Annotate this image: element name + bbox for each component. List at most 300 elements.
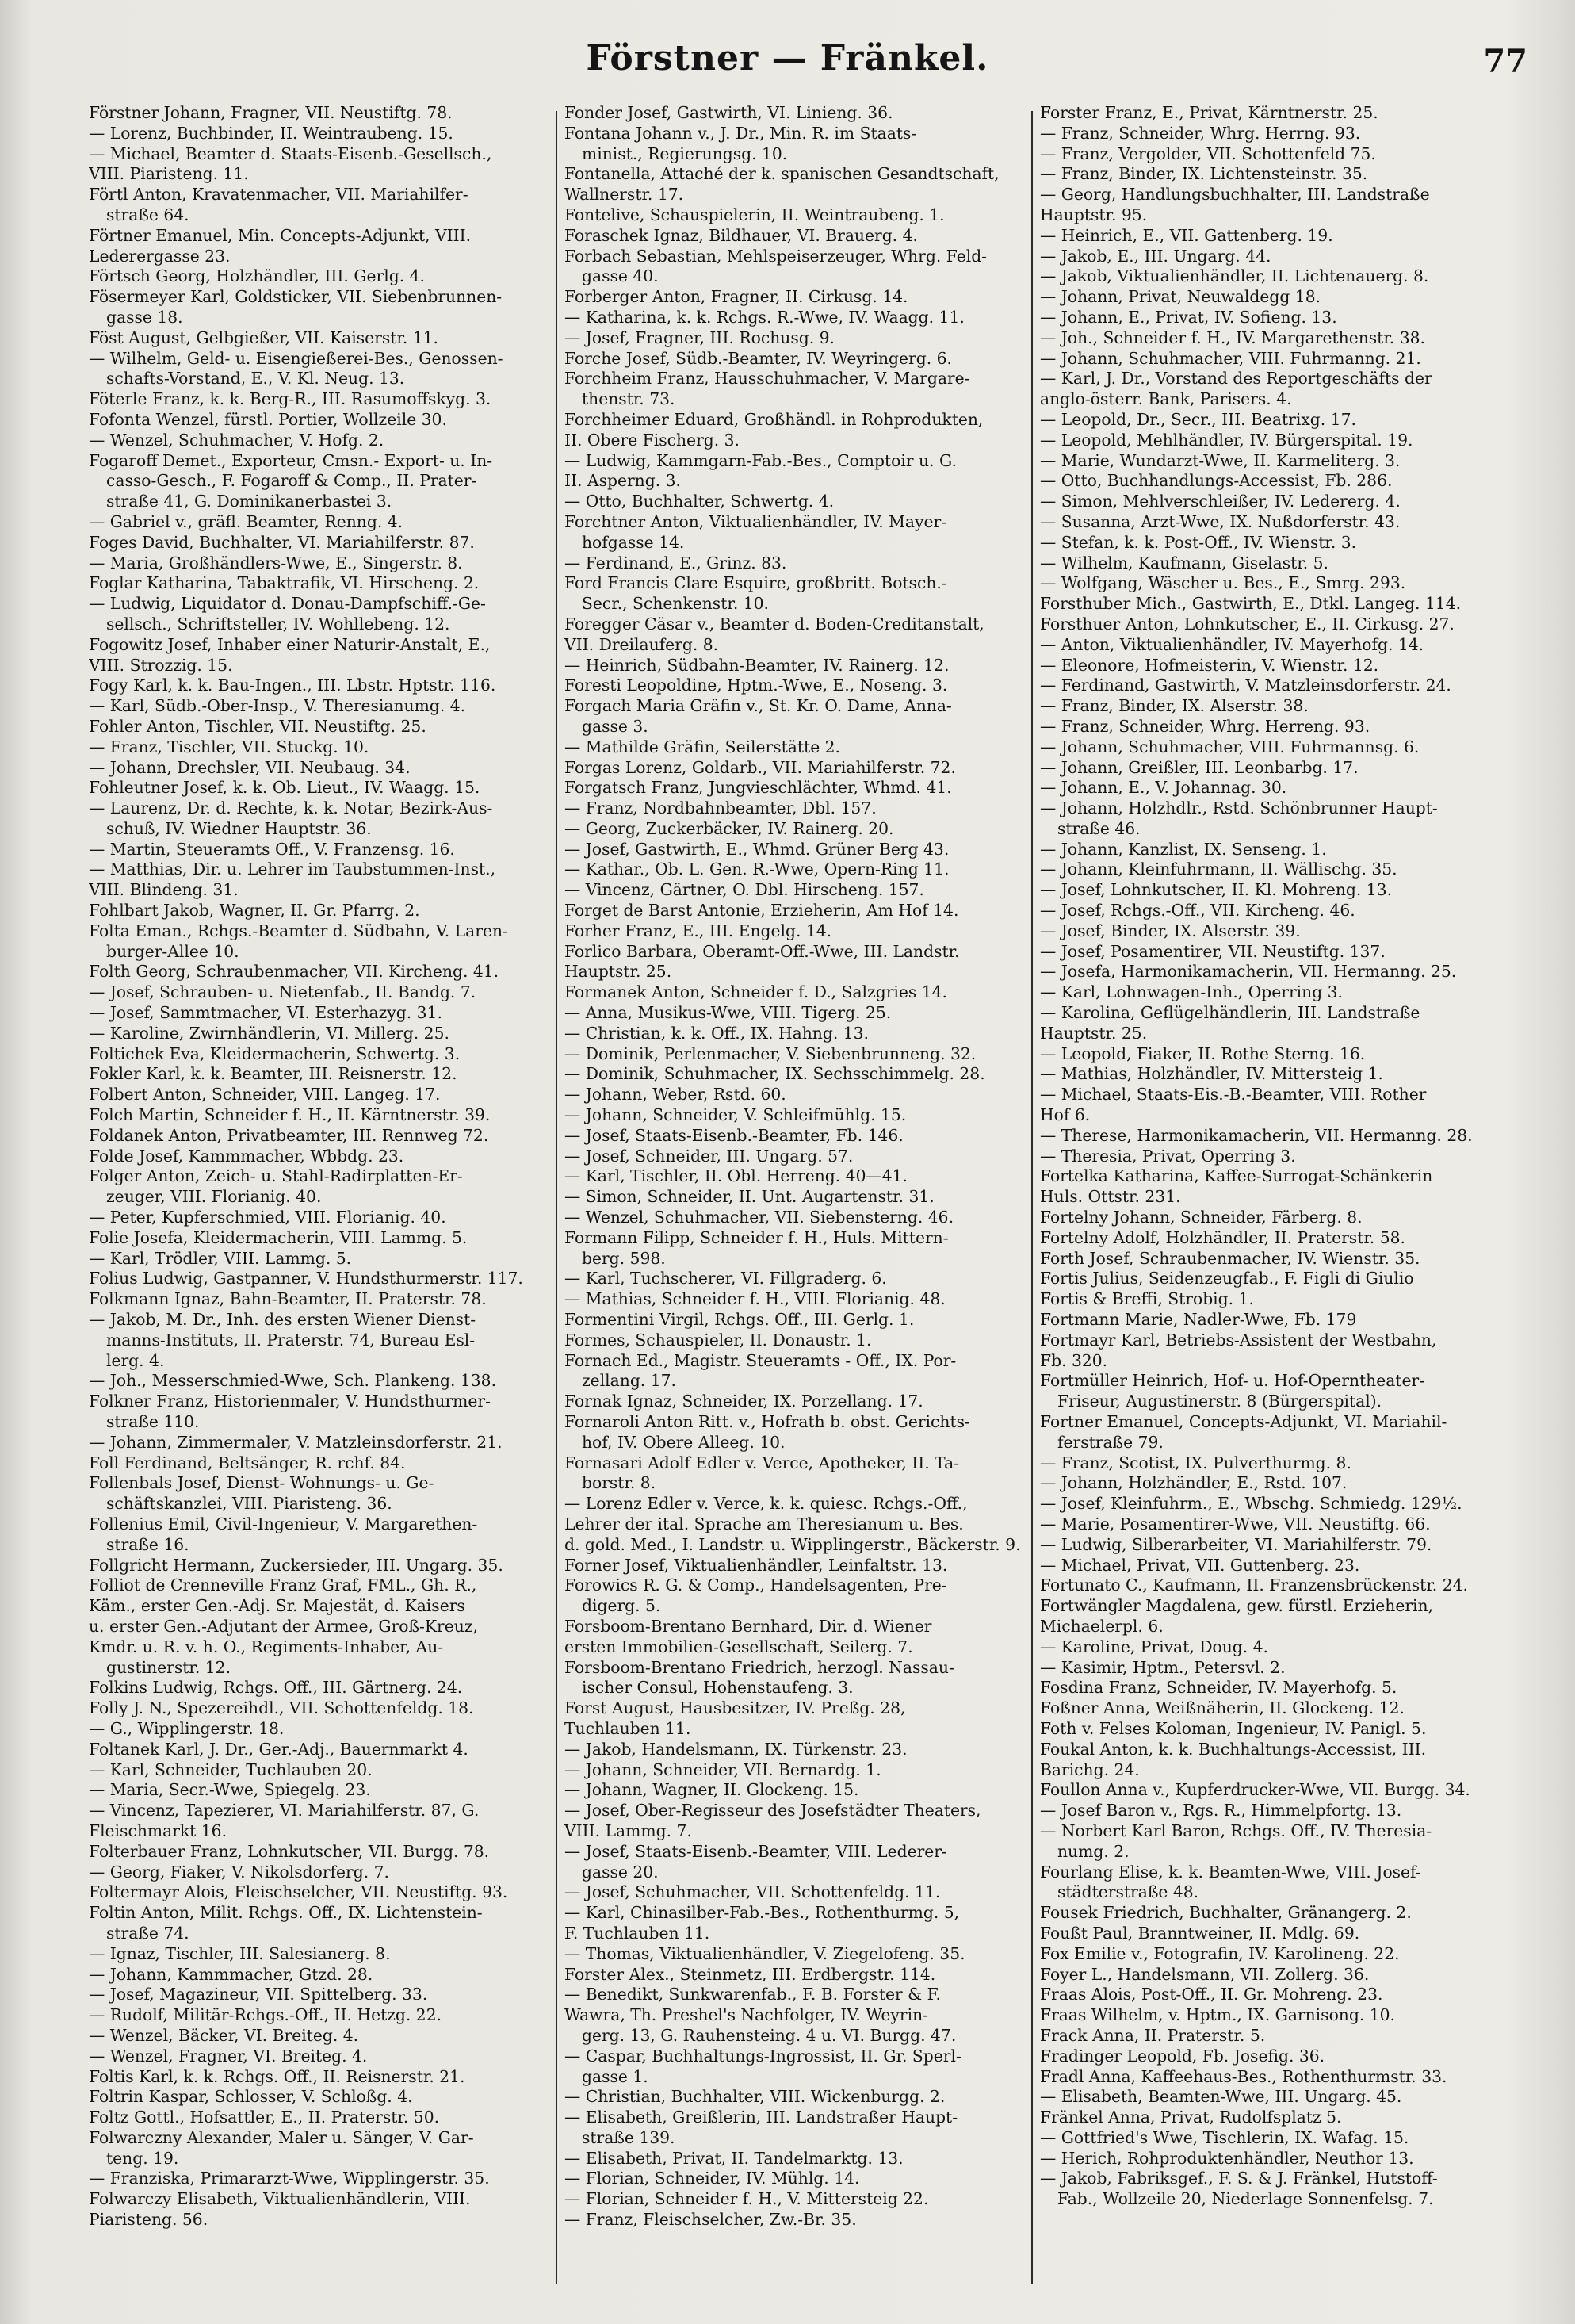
directory-entry-line: d. gold. Med., I. Landstr. u. Wipplingerstr., Bäckerstr. 9. — [564, 1534, 1021, 1554]
directory-entry-line: Fohleutner Josef, k. k. Ob. Lieut., IV. Waagg. 15. — [89, 778, 480, 798]
directory-entry-line: Foglar Katharina, Tabaktrafik, VI. Hirscheng. 2. — [89, 573, 480, 593]
directory-entry-line: VIII. Piaristeng. 11. — [89, 164, 249, 184]
directory-entry-line: Förtsch Georg, Holzhändler, III. Gerlg. 4. — [89, 266, 425, 286]
directory-entry-line: — Simon, Mehlverschleißer, IV. Ledererg. 4. — [1040, 492, 1401, 511]
directory-entry-line: Forster Franz, E., Privat, Kärntnerstr. 25. — [1040, 103, 1378, 122]
directory-entry-line: Fortner Emanuel, Concepts-Adjunkt, VI. Mariahil- — [1040, 1412, 1447, 1431]
directory-entry-line: — Caspar, Buchhaltungs-Ingrossist, II. Gr. Sperl- — [564, 2046, 961, 2066]
directory-entry-line: Fleischmarkt 16. — [89, 1821, 227, 1840]
directory-entry-line: Folius Ludwig, Gastpanner, V. Hundsthurmerstr. 117. — [89, 1269, 523, 1288]
directory-entry-line: — Dominik, Schuhmacher, IX. Sechsschimmelg. 28. — [564, 1064, 985, 1084]
directory-entry-line: Friseur, Augustinerstr. 8 (Bürgerspital). — [1057, 1392, 1382, 1411]
directory-entry-line: — Christian, k. k. Off., IX. Hahng. 13. — [564, 1023, 869, 1043]
directory-entry-line: straße 16. — [106, 1534, 189, 1554]
directory-entry-line: Frack Anna, II. Praterstr. 5. — [1040, 2025, 1266, 2045]
directory-entry-line: — Franz, Nordbahnbeamter, Dbl. 157. — [564, 798, 877, 818]
directory-entry-line: — Josef, Schuhmacher, VII. Schottenfeldg. 11. — [564, 1882, 941, 1902]
directory-entry-line: Michaelerpl. 6. — [1040, 1616, 1164, 1636]
directory-entry-line: — Dominik, Perlenmacher, V. Siebenbrunneng. 32. — [564, 1043, 977, 1063]
directory-entry-line: — Laurenz, Dr. d. Rechte, k. k. Notar, Bezirk-Aus- — [89, 798, 493, 818]
directory-entry-line: — Johann, Privat, Neuwaldegg 18. — [1040, 287, 1321, 307]
directory-entry-line: u. erster Gen.-Adjutant der Armee, Groß-Kreuz, — [89, 1616, 478, 1636]
directory-entry-line: — Stefan, k. k. Post-Off., IV. Wienstr. 3. — [1040, 532, 1357, 552]
directory-entry-line: Huls. Ottstr. 231. — [1040, 1187, 1181, 1207]
directory-entry-line: Foußt Paul, Branntweiner, II. Mdlg. 69. — [1040, 1923, 1360, 1943]
directory-entry-line: ferstraße 79. — [1057, 1432, 1164, 1452]
directory-entry-line: Fradl Anna, Kaffeehaus-Bes., Rothenthurmstr. 33. — [1040, 2066, 1447, 2086]
directory-entry-line: Folkmann Ignaz, Bahn-Beamter, II. Praterstr. 78. — [89, 1289, 487, 1309]
directory-entry-line: Forberger Anton, Fragner, II. Cirkusg. 14. — [564, 287, 908, 307]
directory-column-middle — [564, 103, 1026, 2291]
directory-entry-line: — Josef, Sammtmacher, VI. Esterhazyg. 31. — [89, 1003, 442, 1023]
directory-entry-line: — Mathias, Holzhändler, IV. Mittersteig 1. — [1040, 1064, 1383, 1084]
directory-entry-line: gasse 1. — [582, 2066, 648, 2086]
directory-entry-line: Folta Eman., Rchgs.-Beamter d. Südbahn, V. Laren- — [89, 921, 508, 940]
directory-entry-line: Fortmayr Karl, Betriebs-Assistent der Westbahn, — [1040, 1330, 1437, 1350]
directory-entry-line: — Johann, Weber, Rstd. 60. — [564, 1085, 786, 1105]
directory-entry-line: Forsthuber Mich., Gastwirth, E., Dtkl. Langeg. 114. — [1040, 594, 1462, 614]
directory-entry-line: — Vincenz, Tapezierer, VI. Mariahilferstr. 87, G. — [89, 1801, 480, 1821]
directory-entry-line: F. Tuchlauben 11. — [564, 1923, 710, 1943]
directory-entry-line: Hauptstr. 25. — [564, 962, 672, 982]
directory-entry-line: Fontelive, Schauspielerin, II. Weintraubeng. 1. — [564, 205, 945, 224]
directory-entry-line: — Jakob, M. Dr., Inh. des ersten Wiener Dienst- — [89, 1310, 476, 1330]
directory-entry-line: Folch Martin, Schneider f. H., II. Kärntnerstr. 39. — [89, 1105, 491, 1125]
directory-entry-line: — Anna, Musikus-Wwe, VIII. Tigerg. 25. — [564, 1003, 892, 1023]
directory-entry-line: Foltin Anton, Milit. Rchgs. Off., IX. Lichtenstein- — [89, 1903, 483, 1923]
directory-entry-line: Kmdr. u. R. v. h. O., Regiments-Inhaber, Au- — [89, 1637, 444, 1656]
directory-entry-line: — Karoline, Zwirnhändlerin, VI. Millerg. 25. — [89, 1023, 449, 1043]
directory-entry-line: Barichg. 24. — [1040, 1759, 1140, 1779]
directory-entry-line: Ford Francis Clare Esquire, großbritt. Botsch.- — [564, 573, 947, 593]
directory-entry-line: — Franz, Schneider, Whrg. Herrng. 93. — [1040, 123, 1361, 143]
directory-entry-line: VIII. Strozzig. 15. — [89, 655, 233, 675]
directory-entry-line: — Karl, Chinasilber-Fab.-Bes., Rothenthurmg. 5, — [564, 1903, 960, 1923]
directory-entry-line: anglo-österr. Bank, Parisers. 4. — [1040, 389, 1292, 409]
directory-entry-line: Forche Josef, Südb.-Beamter, IV. Weyringerg. 6. — [564, 348, 952, 368]
directory-entry-line: — Josef, Magazineur, VII. Spittelberg. 33. — [89, 1985, 428, 2004]
directory-entry-line: Forchtner Anton, Viktualienhändler, IV. Mayer- — [564, 511, 946, 531]
directory-entry-line: Formanek Anton, Schneider f. D., Salzgries 14. — [564, 982, 947, 1002]
directory-entry-line: — Katharina, k. k. Rchgs. R.-Wwe, IV. Waagg. 11. — [564, 307, 965, 327]
directory-entry-line: Förtner Emanuel, Min. Concepts-Adjunkt, VIII. — [89, 225, 472, 245]
directory-entry-line: minist., Regierungsg. 10. — [582, 144, 788, 163]
directory-entry-line: — Josef, Posamentirer, VII. Neustiftg. 137. — [1040, 941, 1386, 961]
directory-entry-line: Folliot de Crenneville Franz Graf, FML., Gh. R., — [89, 1575, 477, 1595]
directory-entry-line: Käm., erster Gen.-Adj. Sr. Majestät, d. Kaisers — [89, 1596, 465, 1616]
directory-entry-line: Fraas Alois, Post-Off., II. Gr. Mohreng. 23. — [1040, 1985, 1383, 2004]
directory-entry-line: — Wolfgang, Wäscher u. Bes., E., Smrg. 293. — [1040, 573, 1406, 593]
directory-entry-line: numg. 2. — [1057, 1841, 1130, 1861]
directory-entry-line: — Johann, Schuhmacher, VIII. Fuhrmannsg. 6. — [1040, 737, 1420, 756]
directory-entry-line: manns-Instituts, II. Praterstr. 74, Bureau Esl- — [106, 1330, 476, 1350]
directory-entry-line: — Maria, Secr.-Wwe, Spiegelg. 23. — [89, 1780, 371, 1800]
directory-entry-line: hof, IV. Obere Alleeg. 10. — [582, 1432, 786, 1452]
directory-entry-line: berg. 598. — [582, 1248, 666, 1268]
directory-entry-line: — Otto, Buchhandlungs-Accessist, Fb. 286. — [1040, 471, 1393, 491]
directory-entry-line: Foresti Leopoldine, Hptm.-Wwe, E., Noseng. 3. — [564, 676, 948, 695]
directory-entry-line: Fortwängler Magdalena, gew. fürstl. Erzieherin, — [1040, 1596, 1434, 1616]
directory-entry-line: thenstr. 73. — [582, 389, 675, 409]
directory-entry-line: sellsch., Schriftsteller, IV. Wohllebeng. 12. — [106, 614, 450, 634]
column-divider — [556, 111, 557, 2284]
directory-entry-line: — Johann, Zimmermaler, V. Matzleinsdorferstr. 21. — [89, 1432, 503, 1452]
directory-entry-line: gustinerstr. 12. — [106, 1657, 231, 1677]
directory-entry-line: Hauptstr. 25. — [1040, 1023, 1148, 1043]
directory-entry-line: — Kathar., Ob. L. Gen. R.-Wwe, Opern-Ring 11. — [564, 860, 950, 879]
directory-entry-line: — Leopold, Mehlhändler, IV. Bürgerspital. 19. — [1040, 430, 1413, 450]
directory-entry-line: — Johann, Schneider, V. Schleifmühlg. 15. — [564, 1105, 907, 1125]
directory-entry-line: Folkner Franz, Historienmaler, V. Hundsthurmer- — [89, 1392, 491, 1411]
directory-entry-line: — Franz, Schneider, Whrg. Herreng. 93. — [1040, 716, 1370, 736]
directory-entry-line: — Johann, Kleinfuhrmann, II. Wällischg. 35. — [1040, 860, 1397, 879]
directory-entry-line: VIII. Blindeng. 31. — [89, 880, 239, 900]
directory-entry-line: gasse 20. — [582, 1862, 659, 1882]
directory-entry-line: Forbach Sebastian, Mehlspeiserzeuger, Whrg. Feld- — [564, 246, 988, 266]
directory-entry-line: — Michael, Staats-Eis.-B.-Beamter, VIII. Rother — [1040, 1085, 1427, 1105]
directory-entry-line: — Anton, Viktualienhändler, IV. Mayerhofg. 14. — [1040, 634, 1424, 654]
directory-entry-line: ersten Immobilien-Gesellschaft, Seilerg. 7. — [564, 1637, 913, 1656]
directory-column-right — [1040, 103, 1516, 2291]
directory-entry-line: Fab., Wollzeile 20, Niederlage Sonnenfelsg. 7. — [1057, 2189, 1434, 2209]
directory-entry-line: Forster Alex., Steinmetz, III. Erdbergstr. 114. — [564, 1964, 936, 1984]
directory-entry-line: Forth Josef, Schraubenmacher, IV. Wienstr. 35. — [1040, 1248, 1420, 1268]
directory-entry-line: Fox Emilie v., Fotografin, IV. Karolineng. 22. — [1040, 1943, 1400, 1963]
directory-entry-line: — Wenzel, Schuhmacher, V. Hofg. 2. — [89, 430, 384, 450]
directory-entry-line: — Ludwig, Liquidator d. Donau-Dampfschiff.-Ge- — [89, 594, 486, 614]
directory-entry-line: — Johann, Kammmacher, Gtzd. 28. — [89, 1964, 373, 1984]
directory-entry-line: Foßner Anna, Weißnäherin, II. Glockeng. 12. — [1040, 1698, 1405, 1718]
directory-entry-line: Formentini Virgil, Rchgs. Off., III. Gerlg. 1. — [564, 1310, 915, 1330]
directory-entry-line: Fohlbart Jakob, Wagner, II. Gr. Pfarrg. 2. — [89, 901, 420, 921]
directory-entry-line: Fornak Ignaz, Schneider, IX. Porzellang. 17. — [564, 1392, 923, 1411]
directory-entry-line: — Eleonore, Hofmeisterin, V. Wienstr. 12. — [1040, 655, 1379, 675]
directory-entry-line: Fontanella, Attaché der k. spanischen Gesandtschaft, — [564, 164, 1000, 184]
directory-entry-line: — Michael, Privat, VII. Guttenberg. 23. — [1040, 1555, 1360, 1575]
directory-entry-line: Forst August, Hausbesitzer, IV. Preßg. 28, — [564, 1698, 906, 1718]
directory-entry-line: — Rudolf, Militär-Rchgs.-Off., II. Hetzg. 22. — [89, 2005, 442, 2025]
directory-entry-line: Folie Josefa, Kleidermacherin, VIII. Lammg. 5. — [89, 1227, 468, 1247]
directory-entry-line: Fornaroli Anton Ritt. v., Hofrath b. obst. Gerichts- — [564, 1412, 970, 1431]
directory-entry-line: Hof 6. — [1040, 1105, 1091, 1125]
directory-entry-line: Formes, Schauspieler, II. Donaustr. 1. — [564, 1330, 872, 1350]
directory-entry-line: Forsthuer Anton, Lohnkutscher, E., II. Cirkusg. 27. — [1040, 614, 1455, 634]
directory-entry-line: — Leopold, Fiaker, II. Rothe Sterng. 16. — [1040, 1043, 1366, 1063]
directory-entry-line: schafts-Vorstand, E., V. Kl. Neug. 13. — [106, 369, 405, 389]
directory-entry-line: — Wenzel, Fragner, VI. Breiteg. 4. — [89, 2046, 368, 2066]
directory-entry-line: — Herich, Rohproduktenhändler, Neuthor 13. — [1040, 2148, 1414, 2168]
directory-entry-line: Forgatsch Franz, Jungvieschlächter, Whmd. 41. — [564, 778, 952, 798]
directory-entry-line: Follenbals Josef, Dienst- Wohnungs- u. Ge- — [89, 1473, 434, 1493]
directory-entry-line: Fb. 320. — [1040, 1350, 1108, 1370]
directory-entry-line: — Johann, Holzhändler, E., Rstd. 107. — [1040, 1473, 1348, 1493]
directory-entry-line: — Elisabeth, Beamten-Wwe, III. Ungarg. 45. — [1040, 2087, 1402, 2107]
directory-entry-line: Foltis Karl, k. k. Rchgs. Off., II. Reisnerstr. 21. — [89, 2066, 465, 2086]
directory-entry-line: Folwarczy Elisabeth, Viktualienhändlerin, VIII. — [89, 2189, 471, 2209]
directory-entry-line: — Karolina, Geflügelhändlerin, III. Landstraße — [1040, 1003, 1420, 1023]
directory-entry-line: gasse 40. — [582, 266, 659, 286]
directory-entry-line: — Karl, Schneider, Tuchlauben 20. — [89, 1759, 373, 1779]
directory-entry-line: Fohler Anton, Tischler, VII. Neustiftg. 25. — [89, 716, 426, 736]
directory-entry-line: Folger Anton, Zeich- u. Stahl-Radirplatten-Er- — [89, 1166, 463, 1186]
directory-entry-line: Föst August, Gelbgießer, VII. Kaiserstr. 11. — [89, 327, 439, 347]
directory-entry-line: Forget de Barst Antonie, Erzieherin, Am Hof 14. — [564, 901, 959, 921]
directory-entry-line: Wawra, Th. Preshel's Nachfolger, IV. Weyrin- — [564, 2005, 928, 2025]
directory-entry-line: — Mathilde Gräfin, Seilerstätte 2. — [564, 737, 840, 756]
directory-entry-line: — Johann, E., Privat, IV. Sofieng. 13. — [1040, 307, 1337, 327]
directory-entry-line: — Florian, Schneider f. H., V. Mittersteig 22. — [564, 2189, 929, 2209]
directory-entry-line: — Josef, Binder, IX. Alserstr. 39. — [1040, 921, 1301, 940]
directory-entry-line: II. Asperng. 3. — [564, 471, 681, 491]
directory-entry-line: schäftskanzlei, VIII. Piaristeng. 36. — [106, 1494, 392, 1514]
directory-entry-line: Fortmüller Heinrich, Hof- u. Hof-Operntheater- — [1040, 1371, 1425, 1391]
directory-entry-line: — Wenzel, Schuhmacher, VII. Siebensterng. 46. — [564, 1208, 954, 1227]
directory-entry-line: straße 64. — [106, 205, 189, 224]
directory-entry-line: Forner Josef, Viktualienhändler, Leinfaltstr. 13. — [564, 1555, 948, 1575]
directory-entry-line: hofgasse 14. — [582, 532, 685, 552]
directory-entry-line: Foldanek Anton, Privatbeamter, III. Rennweg 72. — [89, 1125, 489, 1145]
directory-entry-line: Fosdina Franz, Schneider, IV. Mayerhofg. 5. — [1040, 1678, 1397, 1698]
directory-entry-line: gasse 3. — [582, 716, 648, 736]
directory-entry-line: straße 110. — [106, 1412, 200, 1431]
directory-entry-line: Fornach Ed., Magistr. Steueramts - Off., IX. Por- — [564, 1350, 957, 1370]
directory-entry-line: Fortmann Marie, Nadler-Wwe, Fb. 179 — [1040, 1310, 1357, 1330]
directory-entry-line: — Maria, Großhändlers-Wwe, E., Singerstr. 8. — [89, 553, 463, 572]
directory-entry-line: Foth v. Felses Koloman, Ingenieur, IV. Panigl. 5. — [1040, 1718, 1427, 1738]
directory-entry-line: Forgas Lorenz, Goldarb., VII. Mariahilferstr. 72. — [564, 757, 956, 777]
directory-entry-line: zellang. 17. — [582, 1371, 676, 1391]
directory-entry-line: — Peter, Kupferschmied, VIII. Florianig. 40. — [89, 1208, 446, 1227]
directory-entry-line: — Ignaz, Tischler, III. Salesianerg. 8. — [89, 1943, 391, 1963]
directory-entry-line: — Michael, Beamter d. Staats-Eisenb.-Gesellsch., — [89, 144, 492, 163]
directory-entry-line: — Lorenz, Buchbinder, II. Weintraubeng. 15. — [89, 123, 453, 143]
column-divider — [1031, 111, 1033, 2284]
directory-entry-line: VIII. Lammg. 7. — [564, 1821, 692, 1840]
directory-entry-line: Foltichek Eva, Kleidermacherin, Schwertg. 3. — [89, 1043, 461, 1063]
directory-entry-line: Folkins Ludwig, Rchgs. Off., III. Gärtnerg. 24. — [89, 1678, 463, 1698]
directory-entry-line: — Ludwig, Kammgarn-Fab.-Bes., Comptoir u. G. — [564, 450, 957, 470]
directory-entry-line: — Susanna, Arzt-Wwe, IX. Nußdorferstr. 43. — [1040, 511, 1401, 531]
directory-entry-line: Fränkel Anna, Privat, Rudolfsplatz 5. — [1040, 2108, 1342, 2127]
page-number: 77 — [1483, 43, 1527, 80]
directory-entry-line: — Elisabeth, Greißlerin, III. Landstraßer Haupt- — [564, 2108, 958, 2127]
directory-entry-line: Folterbauer Franz, Lohnkutscher, VII. Burgg. 78. — [89, 1841, 490, 1861]
directory-entry-line: — Josef, Staats-Eisenb.-Beamter, Fb. 146. — [564, 1125, 904, 1145]
directory-entry-line: Forsboom-Brentano Bernhard, Dir. d. Wiener — [564, 1616, 932, 1636]
directory-entry-line: digerg. 5. — [582, 1596, 661, 1616]
directory-entry-line: Hauptstr. 95. — [1040, 205, 1148, 224]
directory-entry-line: Wallnerstr. 17. — [564, 185, 684, 205]
directory-entry-line: — Jakob, Handelsmann, IX. Türkenstr. 23. — [564, 1739, 908, 1759]
directory-entry-line: — Wilhelm, Geld- u. Eisengießerei-Bes., Genossen- — [89, 348, 503, 368]
directory-entry-line: Folde Josef, Kammmacher, Wbbdg. 23. — [89, 1146, 404, 1166]
directory-entry-line: gerg. 13, G. Rauhensteing. 4 u. VI. Burgg. 47. — [582, 2025, 957, 2045]
directory-entry-line: — Josef, Schrauben- u. Nietenfab., II. Bandg. 7. — [89, 982, 476, 1002]
directory-entry-line: — Joh., Schneider f. H., IV. Margarethenstr. 38. — [1040, 327, 1425, 347]
directory-entry-line: — Franz, Scotist, IX. Pulverthurmg. 8. — [1040, 1453, 1351, 1472]
directory-entry-line: Secr., Schenkenstr. 10. — [582, 594, 769, 614]
directory-entry-line: — Ferdinand, Gastwirth, V. Matzleinsdorferstr. 24. — [1040, 676, 1451, 695]
directory-entry-line: — Heinrich, Südbahn-Beamter, IV. Rainerg. 12. — [564, 655, 950, 675]
directory-entry-line: — Karl, Lohnwagen-Inh., Operring 3. — [1040, 982, 1344, 1002]
directory-entry-line: Fogy Karl, k. k. Bau-Ingen., III. Lbstr. Hptstr. 116. — [89, 676, 496, 695]
directory-entry-line: — Jakob, Viktualienhändler, II. Lichtenauerg. 8. — [1040, 266, 1429, 286]
directory-entry-line: Fortelka Katharina, Kaffee-Surrogat-Schänkerin — [1040, 1166, 1433, 1186]
directory-entry-line: — Johann, Drechsler, VII. Neubaug. 34. — [89, 757, 411, 777]
directory-entry-line: — Matthias, Dir. u. Lehrer im Taubstummen-Inst., — [89, 860, 496, 879]
directory-entry-line: — Lorenz Edler v. Verce, k. k. quiesc. Rchgs.-Off., — [564, 1494, 968, 1514]
directory-entry-line: Fornasari Adolf Edler v. Verce, Apotheker, II. Ta- — [564, 1453, 960, 1472]
directory-entry-line: Förstner Johann, Fragner, VII. Neustiftg. 78. — [89, 103, 453, 122]
directory-entry-line: Fortis Julius, Seidenzeugfab., F. Figli di Giulio — [1040, 1269, 1414, 1288]
directory-entry-line: Foges David, Buchhalter, VI. Mariahilferstr. 87. — [89, 532, 475, 552]
directory-entry-line: Folly J. N., Spezereihdl., VII. Schottenfeldg. 18. — [89, 1698, 474, 1718]
directory-entry-line: — Elisabeth, Privat, II. Tandelmarktg. 13. — [564, 2148, 904, 2168]
directory-entry-line: — Franz, Vergolder, VII. Schottenfeld 75. — [1040, 144, 1376, 163]
directory-entry-line: — Johann, Holzhdlr., Rstd. Schönbrunner Haupt- — [1040, 798, 1438, 818]
directory-entry-line: — Otto, Buchhalter, Schwertg. 4. — [564, 492, 835, 511]
directory-entry-line: Föterle Franz, k. k. Berg-R., III. Rasumoffskyg. 3. — [89, 389, 491, 409]
directory-entry-line: — Franz, Fleischselcher, Zw.-Br. 35. — [564, 2210, 857, 2230]
directory-entry-line: Piaristeng. 56. — [89, 2210, 208, 2230]
directory-entry-line: Foyer L., Handelsmann, VII. Zollerg. 36. — [1040, 1964, 1370, 1984]
directory-entry-line: Fourlang Elise, k. k. Beamten-Wwe, VIII. Josef- — [1040, 1862, 1421, 1882]
directory-entry-line: — Wenzel, Bäcker, VI. Breiteg. 4. — [89, 2025, 359, 2045]
directory-entry-line: Folth Georg, Schraubenmacher, VII. Kircheng. 41. — [89, 962, 499, 982]
directory-entry-line: — Florian, Schneider, IV. Mühlg. 14. — [564, 2169, 860, 2188]
directory-entry-line: Fofonta Wenzel, fürstl. Portier, Wollzeile 30. — [89, 409, 447, 429]
directory-entry-line: Fontana Johann v., J. Dr., Min. R. im Staats- — [564, 123, 917, 143]
directory-entry-line: — Thomas, Viktualienhändler, V. Ziegelofeng. 35. — [564, 1943, 965, 1963]
directory-entry-line: — Gabriel v., gräfl. Beamter, Renng. 4. — [89, 511, 403, 531]
directory-entry-line: — Johann, E., V. Johannag. 30. — [1040, 778, 1287, 798]
directory-entry-line: gasse 18. — [106, 307, 183, 327]
directory-entry-line: II. Obere Fischerg. 3. — [564, 430, 740, 450]
directory-entry-line: — Vincenz, Gärtner, O. Dbl. Hirscheng. 157. — [564, 880, 924, 900]
directory-entry-line: — Norbert Karl Baron, Rchgs. Off., IV. Theresia- — [1040, 1821, 1432, 1840]
directory-entry-line: Förtl Anton, Kravatenmacher, VII. Mariahilfer- — [89, 185, 468, 205]
directory-entry-line: — Gottfried's Wwe, Tischlerin, IX. Wafag. 15. — [1040, 2127, 1409, 2147]
directory-entry-line: Lederergasse 23. — [89, 246, 231, 266]
directory-entry-line: Foltanek Karl, J. Dr., Ger.-Adj., Bauernmarkt 4. — [89, 1739, 468, 1759]
directory-entry-line: Fortelny Johann, Schneider, Färberg. 8. — [1040, 1208, 1363, 1227]
directory-entry-line: — Josef, Kleinfuhrm., E., Wbschg. Schmiedg. 129½. — [1040, 1494, 1462, 1514]
directory-entry-line: — Josef, Fragner, III. Rochusg. 9. — [564, 327, 835, 347]
directory-entry-line: Fradinger Leopold, Fb. Josefig. 36. — [1040, 2046, 1325, 2066]
directory-entry-line: — Heinrich, E., VII. Gattenberg. 19. — [1040, 225, 1333, 245]
directory-entry-line: Fokler Karl, k. k. Beamter, III. Reisnerstr. 12. — [89, 1064, 457, 1084]
directory-entry-line: — Christian, Buchhalter, VIII. Wickenburgg. 2. — [564, 2087, 946, 2107]
directory-entry-line: Fraas Wilhelm, v. Hptm., IX. Garnisong. 10. — [1040, 2005, 1395, 2025]
directory-entry-line: Forlico Barbara, Oberamt-Off.-Wwe, III. Landstr. — [564, 941, 960, 961]
directory-entry-line: — Ludwig, Silberarbeiter, VI. Mariahilferstr. 79. — [1040, 1534, 1432, 1554]
directory-entry-line: Forsboom-Brentano Friedrich, herzogl. Nassau- — [564, 1657, 954, 1677]
directory-entry-line: — Theresia, Privat, Operring 3. — [1040, 1146, 1296, 1166]
directory-entry-line: — Karl, Südb.-Ober-Insp., V. Theresianumg. 4. — [89, 696, 466, 716]
directory-entry-line: casso-Gesch., F. Fogaroff & Comp., II. Prater- — [106, 471, 477, 491]
directory-entry-line: — Franz, Binder, IX. Lichtensteinstr. 35. — [1040, 164, 1368, 184]
directory-entry-line: Forchheimer Eduard, Großhändl. in Rohprodukten, — [564, 409, 984, 429]
directory-entry-line: straße 74. — [106, 1923, 189, 1943]
directory-entry-line: — Josefa, Harmonikamacherin, VII. Hermanng. 25. — [1040, 962, 1457, 982]
directory-entry-line: — Josef, Rchgs.-Off., VII. Kircheng. 46. — [1040, 901, 1355, 921]
directory-entry-line: — Josef, Staats-Eisenb.-Beamter, VIII. Lederer- — [564, 1841, 947, 1861]
directory-entry-line: — Josef, Schneider, III. Ungarg. 57. — [564, 1146, 854, 1166]
directory-entry-line: — Mathias, Schneider f. H., VIII. Florianig. 48. — [564, 1289, 946, 1309]
directory-entry-line: Fousek Friedrich, Buchhalter, Gränangerg. 2. — [1040, 1903, 1412, 1923]
directory-column-left — [89, 103, 550, 2291]
directory-entry-line: städterstraße 48. — [1057, 1882, 1199, 1902]
directory-entry-line: Forgach Maria Gräfin v., St. Kr. O. Dame, Anna- — [564, 696, 952, 716]
directory-entry-line: — G., Wipplingerstr. 18. — [89, 1718, 285, 1738]
directory-entry-line: Forchheim Franz, Hausschuhmacher, V. Margare- — [564, 369, 970, 389]
directory-entry-line: lerg. 4. — [106, 1350, 165, 1370]
directory-entry-line: — Georg, Fiaker, V. Nikolsdorferg. 7. — [89, 1862, 389, 1882]
directory-entry-line: straße 139. — [582, 2127, 675, 2147]
directory-entry-line: Folbert Anton, Schneider, VIII. Langeg. 17. — [89, 1085, 441, 1105]
directory-entry-line: Foll Ferdinand, Beltsänger, R. rchf. 84. — [89, 1453, 406, 1472]
directory-entry-line: — Johann, Schuhmacher, VIII. Fuhrmanng. 21. — [1040, 348, 1421, 368]
directory-entry-line: schuß, IV. Wiedner Hauptstr. 36. — [106, 818, 372, 838]
directory-entry-line: zeuger, VIII. Florianig. 40. — [106, 1187, 322, 1207]
directory-entry-line: — Georg, Handlungsbuchhalter, III. Landstraße — [1040, 185, 1430, 205]
running-title: Förstner — Fränkel. — [586, 38, 989, 78]
directory-entry-line: Forher Franz, E., III. Engelg. 14. — [564, 921, 832, 940]
directory-entry-line: — Josef, Ober-Regisseur des Josefstädter Theaters, — [564, 1801, 981, 1821]
directory-entry-line: Fogaroff Demet., Exporteur, Cmsn.- Export- u. In- — [89, 450, 493, 470]
directory-entry-line: Tuchlauben 11. — [564, 1718, 691, 1738]
directory-entry-line: — Franziska, Primararzt-Wwe, Wipplingerstr. 35. — [89, 2169, 490, 2188]
directory-entry-line: — Johann, Wagner, II. Glockeng. 15. — [564, 1780, 859, 1800]
directory-entry-line: Fonder Josef, Gastwirth, VI. Linieng. 36. — [564, 103, 893, 122]
directory-entry-line: Follgricht Hermann, Zuckersieder, III. Ungarg. 35. — [89, 1555, 503, 1575]
directory-entry-line: — Karl, Tuchscherer, VI. Fillgraderg. 6. — [564, 1269, 887, 1288]
directory-entry-line: Formann Filipp, Schneider f. H., Huls. Mittern- — [564, 1227, 949, 1247]
directory-entry-line: — Josef, Gastwirth, E., Whmd. Grüner Berg 43. — [564, 839, 950, 859]
directory-entry-line: straße 41, G. Dominikanerbastei 3. — [106, 492, 392, 511]
directory-entry-line: — Jakob, E., III. Ungarg. 44. — [1040, 246, 1271, 266]
directory-entry-line: — Leopold, Dr., Secr., III. Beatrixg. 17. — [1040, 409, 1356, 429]
directory-entry-line: VII. Dreilauferg. 8. — [564, 634, 719, 654]
directory-entry-line: borstr. 8. — [582, 1473, 656, 1493]
directory-entry-line: — Marie, Posamentirer-Wwe, VII. Neustiftg. 66. — [1040, 1514, 1431, 1533]
page-header — [0, 32, 1575, 95]
directory-entry-line: — Johann, Kanzlist, IX. Senseng. 1. — [1040, 839, 1327, 859]
directory-entry-line: — Josef, Lohnkutscher, II. Kl. Mohreng. 13. — [1040, 880, 1393, 900]
directory-entry-line: Fortelny Adolf, Holzhändler, II. Praterstr. 58. — [1040, 1227, 1405, 1247]
directory-entry-line: Foukal Anton, k. k. Buchhaltungs-Accessist, III. — [1040, 1739, 1427, 1759]
directory-entry-line: — Ferdinand, E., Grinz. 83. — [564, 553, 787, 572]
directory-entry-line: ischer Consul, Hohenstaufeng. 3. — [582, 1678, 854, 1698]
directory-entry-line: Lehrer der ital. Sprache am Theresianum u. Bes. — [564, 1514, 964, 1533]
directory-entry-line: Forowics R. G. & Comp., Handelsagenten, Pre- — [564, 1575, 947, 1595]
directory-entry-line: — Johann, Greißler, III. Leonbarbg. 17. — [1040, 757, 1359, 777]
directory-entry-line: — Georg, Zuckerbäcker, IV. Rainerg. 20. — [564, 818, 894, 838]
directory-entry-line: — Kasimir, Hptm., Petersvl. 2. — [1040, 1657, 1286, 1677]
directory-entry-line: Foullon Anna v., Kupferdrucker-Wwe, VII. Burgg. 34. — [1040, 1780, 1470, 1800]
directory-entry-line: — Josef Baron v., Rgs. R., Himmelpfortg. 13. — [1040, 1801, 1402, 1821]
directory-entry-line: Fortis & Breffi, Strobig. 1. — [1040, 1289, 1254, 1309]
directory-entry-line: — Wilhelm, Kaufmann, Giselastr. 5. — [1040, 553, 1328, 572]
directory-entry-line: — Therese, Harmonikamacherin, VII. Hermanng. 28. — [1040, 1125, 1473, 1145]
directory-entry-line: — Karoline, Privat, Doug. 4. — [1040, 1637, 1268, 1656]
directory-entry-line: Fösermeyer Karl, Goldsticker, VII. Siebenbrunnen- — [89, 287, 503, 307]
directory-entry-line: — Franz, Binder, IX. Alserstr. 38. — [1040, 696, 1309, 716]
directory-entry-line: — Karl, J. Dr., Vorstand des Reportgeschäfts der — [1040, 369, 1432, 389]
directory-entry-line: — Benedikt, Sunkwarenfab., F. B. Forster & F. — [564, 1985, 941, 2004]
directory-entry-line: teng. 19. — [106, 2148, 179, 2168]
directory-entry-line: — Simon, Schneider, II. Unt. Augartenstr. 31. — [564, 1187, 935, 1207]
